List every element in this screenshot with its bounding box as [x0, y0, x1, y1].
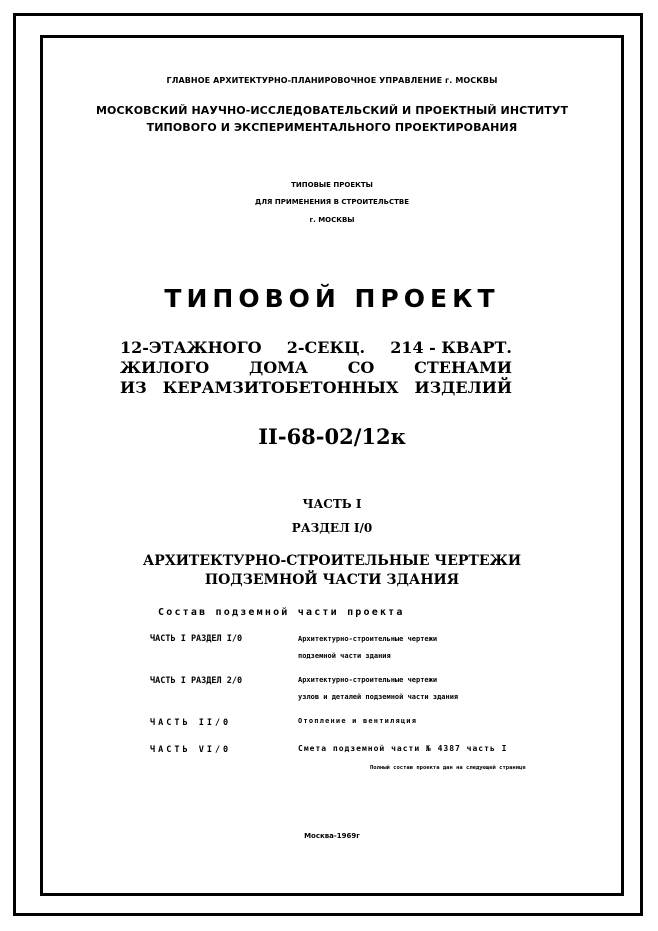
drawings-title-line-2: ПОДЗЕМНОЙ ЧАСТИ ЗДАНИЯ: [204, 572, 460, 588]
description-word: ИЗДЕЛИЙ: [414, 378, 512, 397]
composition-row-desc-line: Смета подземной части № 4387 часть I: [298, 744, 508, 753]
part-label: ЧАСТЬ I: [302, 497, 362, 511]
description-word: СО: [347, 358, 375, 377]
description-line-2: [120, 358, 512, 377]
description-word: ДОМА: [248, 358, 308, 377]
composition-row-desc-line: Архитектурно-строительные чертежи: [298, 676, 438, 684]
composition-row-desc: [298, 672, 458, 706]
document-title: ТИПОВОЙ ПРОЕКТ: [164, 284, 500, 313]
inner-frame: [40, 35, 624, 896]
description-word: СТЕНАМИ: [414, 358, 512, 377]
composition-row-desc: [298, 740, 507, 757]
composition-note: Полный состав проекта дан на следующей странице: [370, 765, 526, 771]
composition-row-label: ЧАСТЬ I РАЗДЕЛ I/0: [150, 634, 243, 644]
description-word: 2-СЕКЦ.: [286, 338, 366, 357]
composition-row-label: ЧАСТЬ VI/0: [150, 745, 232, 755]
series-line-1: ТИПОВЫЕ ПРОЕКТЫ: [291, 181, 373, 189]
composition-row-label: ЧАСТЬ II/0: [150, 718, 232, 728]
authority-line: ГЛАВНОЕ АРХИТЕКТУРНО-ПЛАНИРОВОЧНОЕ УПРАВЛЕНИЕ г. МОСКВЫ: [166, 76, 498, 85]
section-label: РАЗДЕЛ I/0: [291, 521, 373, 535]
description-word: ЖИЛОГО: [120, 358, 210, 377]
drawings-title-line-1: АРХИТЕКТУРНО-СТРОИТЕЛЬНЫЕ ЧЕРТЕЖИ: [142, 553, 522, 569]
composition-row-desc-line: узлов и деталей подземной части здания: [298, 693, 459, 701]
description-word: 214 - КВАРТ.: [390, 338, 512, 357]
description-word: 12-ЭТАЖНОГО: [120, 338, 262, 357]
composition-row-desc: [298, 631, 437, 665]
composition-row-desc-line: подземной части здания: [298, 652, 391, 660]
project-code: II-68-02/12к: [258, 424, 406, 449]
composition-heading: Состав подземной части проекта: [158, 607, 405, 618]
composition-row-desc-line: Отопление и вентиляция: [298, 717, 418, 725]
description-line-1: [120, 338, 512, 357]
institute-line-1: МОСКОВСКИЙ НАУЧНО-ИССЛЕДОВАТЕЛЬСКИЙ И ПРОЕКТНЫЙ ИНСТИТУТ: [95, 104, 569, 117]
description-word: КЕРАМЗИТОБЕТОННЫХ: [162, 378, 399, 397]
composition-row-desc-line: Архитектурно-строительные чертежи: [298, 635, 438, 643]
series-line-3: г. МОСКВЫ: [309, 216, 355, 224]
description-line-3: [120, 378, 512, 397]
composition-row-desc: [298, 713, 417, 730]
series-line-2: ДЛЯ ПРИМЕНЕНИЯ В СТРОИТЕЛЬСТВЕ: [254, 198, 409, 206]
description-word: ИЗ: [120, 378, 147, 397]
institute-line-2: ТИПОВОГО И ЭКСПЕРИМЕНТАЛЬНОГО ПРОЕКТИРОВАНИЯ: [146, 121, 518, 134]
city-year: Москва-1969г: [304, 832, 360, 840]
composition-row-label: ЧАСТЬ I РАЗДЕЛ 2/0: [150, 676, 243, 686]
